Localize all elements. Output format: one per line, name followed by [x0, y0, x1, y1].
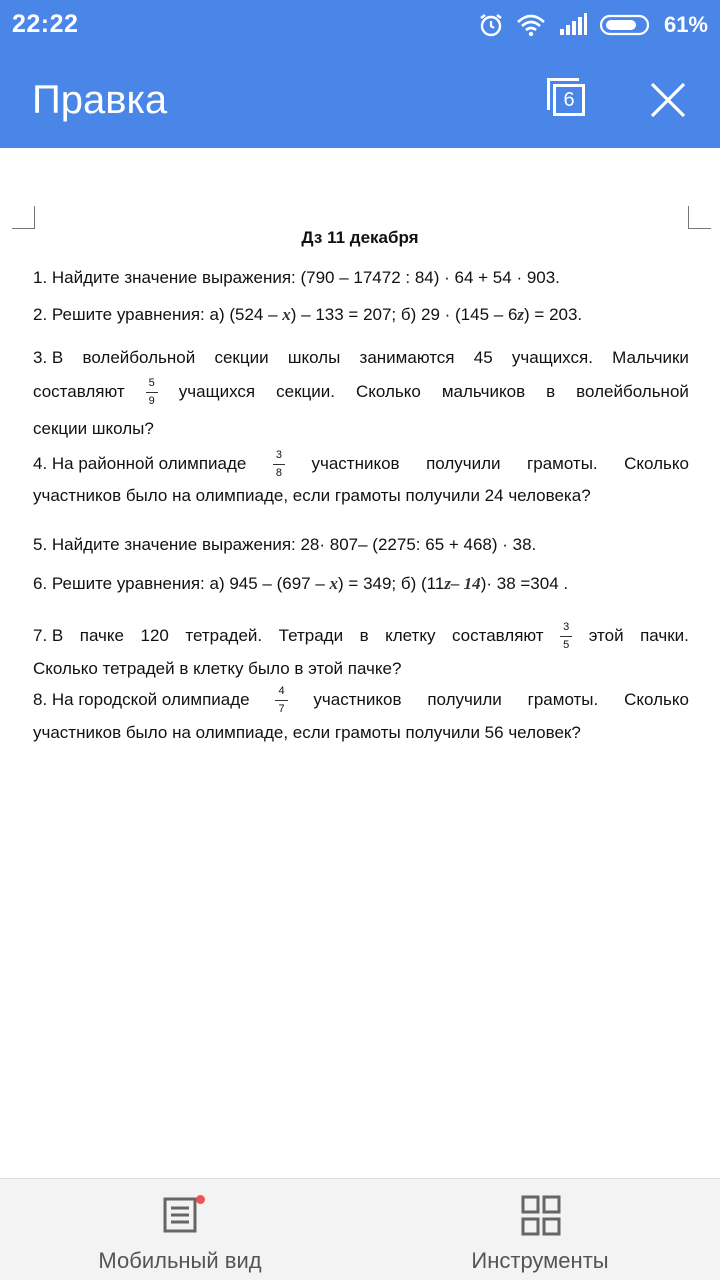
grid-icon	[521, 1195, 561, 1237]
status-time: 22:22	[12, 10, 79, 38]
battery-percent: 61%	[663, 12, 708, 37]
alarm-icon	[478, 12, 504, 38]
document-title: Дз 11 декабря	[301, 228, 419, 247]
question-2: 2. Решите уравнения: а) (524 – x) – 133 = 207; б) 29 · (145 – 6z) = 203.	[33, 305, 583, 324]
question-7-line-2: Сколько тетрадей в клетку было в этой пачке?	[33, 659, 402, 678]
question-6: 6. Решите уравнения: а) 945 – (697 – x) = 349; б) (11z– 14)· 38 =304 .	[33, 574, 569, 593]
bottom-nav	[0, 1178, 720, 1280]
mobile-view-icon	[161, 1195, 201, 1237]
tabs-button[interactable]	[545, 74, 593, 122]
mobile-view-button[interactable]	[0, 1179, 360, 1281]
signal-icon	[558, 13, 588, 37]
question-4-line-1: 4. На районной олимпиаде $\frac{3}{8}$ участников получили грамоты. Сколько	[33, 448, 689, 479]
question-3-line-3: секции школы?	[33, 419, 154, 438]
question-4-line-2: участников было на олимпиаде, если грамоты получили 24 человека?	[33, 486, 591, 505]
notification-dot	[196, 1195, 205, 1204]
tab-count: 6	[553, 84, 585, 116]
question-3-line-2: составляют $\frac{5}{9}$ учащихся секции. Сколько мальчиков в волейбольной	[33, 376, 689, 407]
page-corner-mark	[12, 206, 35, 229]
status-bar	[0, 0, 720, 50]
tools-label: Инструменты	[471, 1248, 609, 1273]
close-icon[interactable]	[648, 80, 688, 120]
mobile-view-label: Мобильный вид	[98, 1248, 262, 1273]
question-8-line-1: 8. На городской олимпиаде $\frac{4}{7}$ участников получили грамоты. Сколько	[33, 684, 689, 715]
fraction: $\frac{3}{8}$	[273, 449, 285, 480]
question-5: 5. Найдите значение выражения: 28· 807– (2275: 65 + 468) · 38.	[33, 535, 537, 554]
wifi-icon	[516, 13, 546, 37]
app-header	[0, 0, 720, 148]
question-3-line-1: 3. В волейбольной секции школы занимаются 45 учащихся. Мальчики	[33, 348, 689, 367]
question-7-line-1: 7. В пачке 120 тетрадей. Тетради в клетку составляют $\frac{3}{5}$ этой пачки.	[33, 620, 689, 651]
battery-icon	[600, 14, 652, 36]
page-title: Правка	[32, 78, 168, 122]
fraction: $\frac{5}{9}$	[146, 377, 158, 408]
page-corner-mark	[688, 206, 711, 229]
fraction: $\frac{4}{7}$	[275, 685, 287, 716]
question-8-line-2: участников было на олимпиаде, если грамоты получили 56 человек?	[33, 723, 581, 742]
question-1: 1. Найдите значение выражения: (790 – 17472 : 84) · 64 + 54 · 903.	[33, 268, 560, 287]
fraction: $\frac{3}{5}$	[560, 621, 572, 652]
tools-button[interactable]	[360, 1179, 720, 1281]
